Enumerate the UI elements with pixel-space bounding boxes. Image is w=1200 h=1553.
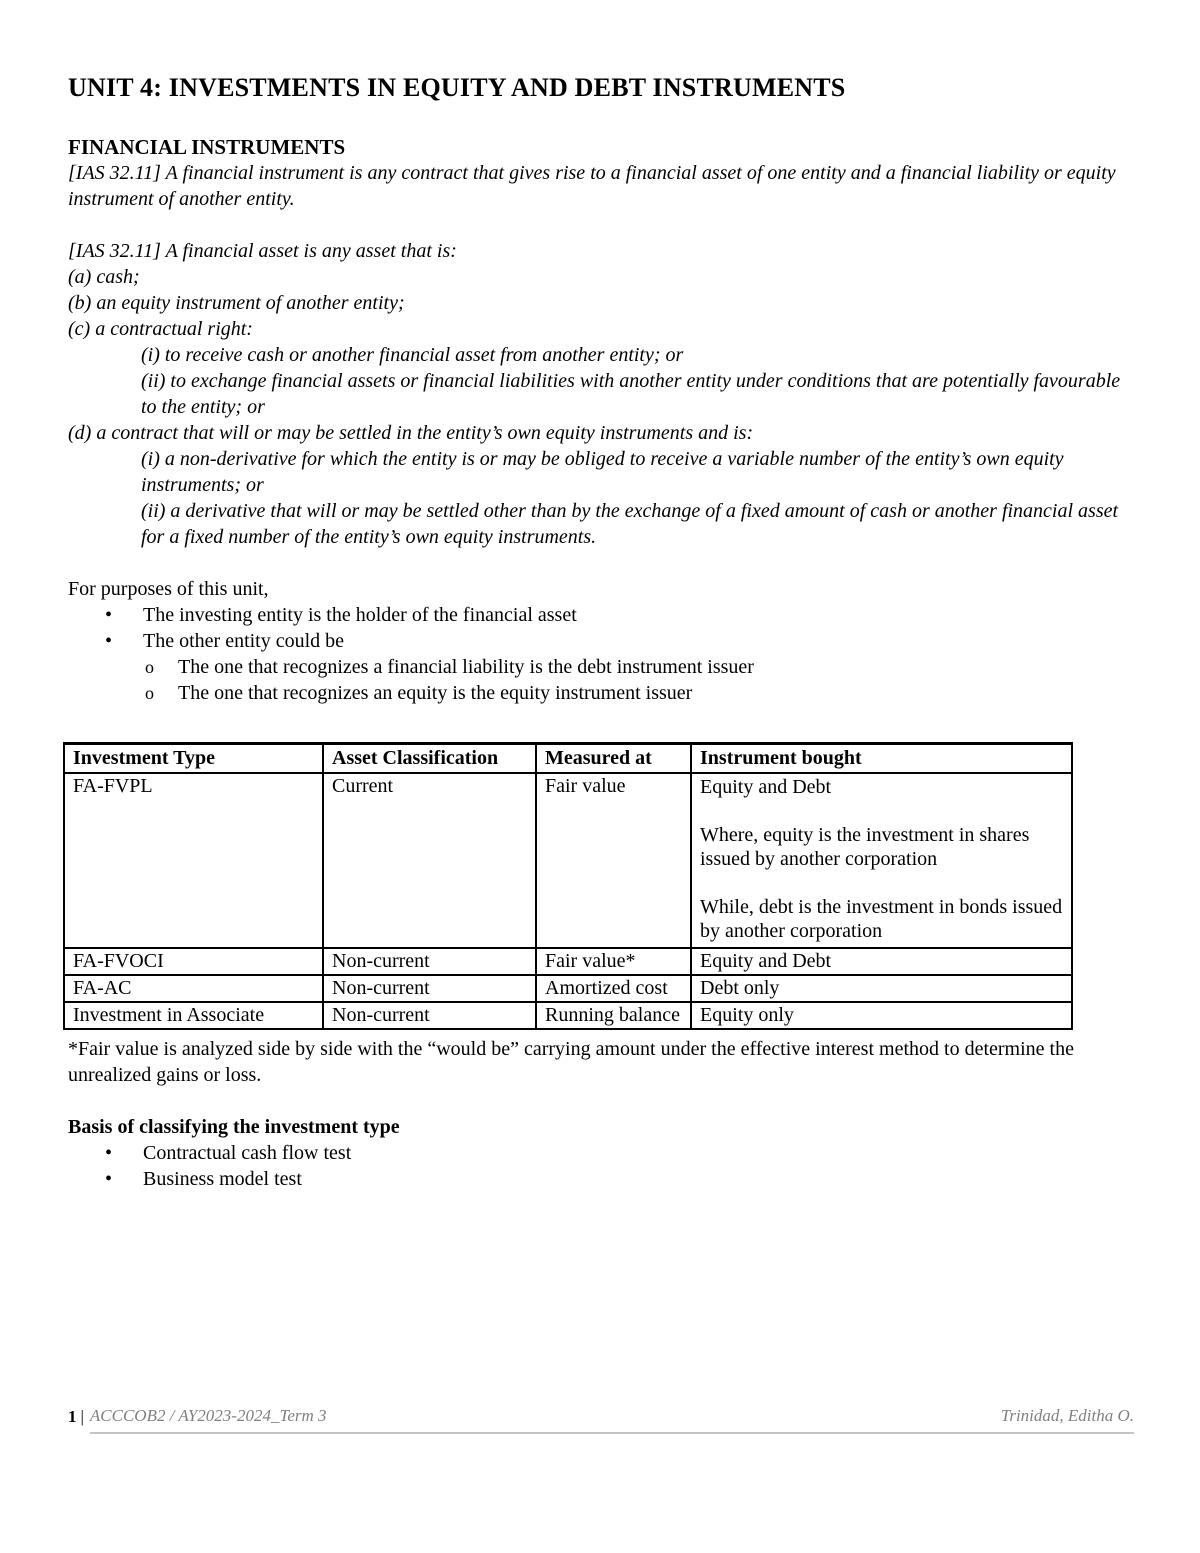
basis-bullet-list	[68, 1140, 1130, 1192]
cell-investment-type: FA-FVPL	[64, 773, 323, 948]
ias-financial-instrument-definition: [IAS 32.11] A financial instrument is any contract that gives rise to a financial asset of one entity and a financial liability or equity instrument of another entity.	[68, 162, 1116, 210]
cell-asset-classification: Non-current	[323, 1002, 536, 1029]
basis-bullet-2-text: • Business model test	[143, 1167, 302, 1190]
instrument-bought-text: Equity and Debt	[700, 775, 832, 798]
ias-financial-asset-definition	[68, 238, 1130, 550]
page-title: UNIT 4: INVESTMENTS IN EQUITY AND DEBT INSTRUMENTS	[68, 73, 846, 102]
basis-bullet-1-text: • Contractual cash flow test	[143, 1141, 352, 1164]
purposes-bullet-list	[68, 602, 1130, 706]
list-item	[68, 1140, 1130, 1166]
cell-measured-at: Fair value	[536, 773, 691, 948]
table-footnote: *Fair value is analyzed side by side with the “would be” carrying amount under the effective interest method to determine the unrealized gains or loss.	[68, 1037, 1074, 1086]
asset-item-c: (c) a contractual right:	[68, 318, 253, 340]
cell-measured-at: Fair value*	[536, 948, 691, 975]
asset-item-b: (b) an equity instrument of another entity;	[68, 292, 405, 314]
footer-separator: |	[80, 1407, 84, 1426]
asset-item-d-ii: (ii) a derivative that will or may be settled other than by the exchange of a fixed amount of cash or another financial asset for a fixed number of the entity’s own equity instruments.	[141, 500, 1119, 548]
cell-instrument-bought: Equity only	[691, 1002, 1072, 1029]
list-item	[68, 1166, 1130, 1192]
instrument-note-equity: Where, equity is the investment in shares issued by another corporation	[700, 823, 1030, 870]
page-footer	[68, 1406, 1134, 1434]
cell-instrument-bought	[691, 773, 1072, 948]
column-header-instrument-bought: Instrument bought	[691, 744, 1072, 773]
purposes-intro: For purposes of this unit,	[68, 578, 269, 600]
page-number: 1	[68, 1407, 77, 1426]
cell-measured-at: Amortized cost	[536, 975, 691, 1002]
cell-asset-classification: Non-current	[323, 948, 536, 975]
table-row-fvpl	[64, 773, 1072, 948]
section-heading-financial-instruments: FINANCIAL INSTRUMENTS	[68, 135, 346, 159]
asset-item-c-i: (i) to receive cash or another financial asset from another entity; or	[141, 344, 684, 366]
table-row-associate	[64, 1002, 1072, 1029]
purposes-bullet-2-text: • The other entity could be	[143, 630, 345, 652]
asset-definition-intro: [IAS 32.11] A financial asset is any asset that is:	[68, 240, 457, 262]
purposes-bullet-1-text: • The investing entity is the holder of the financial asset	[143, 604, 577, 626]
column-header-measured-at: Measured at	[536, 744, 691, 773]
column-header-investment-type: Investment Type	[64, 744, 323, 773]
cell-asset-classification: Non-current	[323, 975, 536, 1002]
basis-heading: Basis of classifying the investment type	[68, 1115, 400, 1138]
footer-author-label: Trinidad, Editha O.	[1000, 1406, 1134, 1425]
cell-investment-type: FA-AC	[64, 975, 323, 1002]
cell-investment-type: Investment in Associate	[64, 1002, 323, 1029]
cell-measured-at: Running balance	[536, 1002, 691, 1029]
asset-item-d-i: (i) a non-derivative for which the entity is or may be obliged to receive a variable number of the entity’s own equity instruments; or	[141, 448, 1064, 496]
footer-rule	[90, 1406, 1134, 1434]
cell-asset-classification: Current	[323, 773, 536, 948]
footer-course-label: ACCCOB2 / AY2023-2024_Term 3	[89, 1406, 327, 1425]
table-row-fa-ac	[64, 975, 1072, 1002]
cell-investment-type: FA-FVOCI	[64, 948, 323, 975]
instrument-note-debt: While, debt is the investment in bonds issued by another corporation	[700, 895, 1063, 942]
cell-instrument-bought: Equity and Debt	[691, 948, 1072, 975]
column-header-asset-classification: Asset Classification	[323, 744, 536, 773]
table-header-row	[64, 744, 1072, 773]
asset-item-c-ii: (ii) to exchange financial assets or financial liabilities with another entity under conditions that are potentially favourable to the entity; or	[141, 370, 1121, 418]
list-item	[68, 628, 1130, 654]
cell-instrument-bought: Debt only	[691, 975, 1072, 1002]
list-item	[68, 680, 1130, 706]
asset-item-d: (d) a contract that will or may be settled in the entity’s own equity instruments and is:	[68, 422, 754, 444]
asset-item-a: (a) cash;	[68, 266, 140, 288]
investment-classification-table	[63, 742, 1073, 1030]
table-row-fvoci	[64, 948, 1072, 975]
list-item	[68, 602, 1130, 628]
list-item	[68, 654, 1130, 680]
purposes-sub-bullet-2-text: o The one that recognizes an equity is the equity instrument issuer	[178, 682, 693, 704]
purposes-sub-bullet-1-text: o The one that recognizes a financial liability is the debt instrument issuer	[178, 656, 754, 678]
